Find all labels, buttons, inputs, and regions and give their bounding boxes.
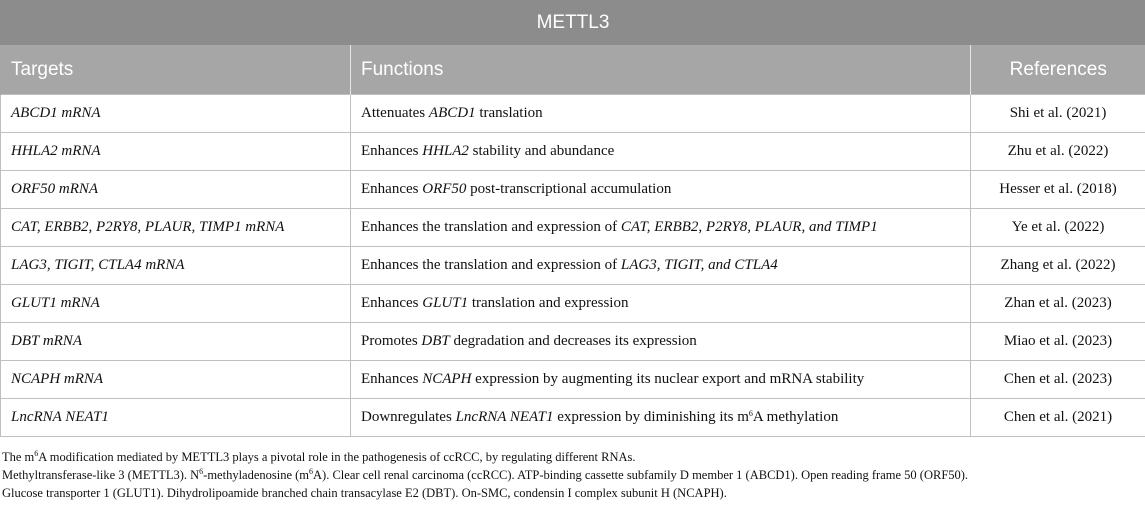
function-cell bbox=[351, 171, 971, 209]
gene-name: CAT, ERBB2, P2RY8, PLAUR, and TIMP1 bbox=[620, 219, 878, 235]
table-row bbox=[1, 285, 1145, 323]
table-row bbox=[1, 399, 1145, 437]
table-title: METTL3 bbox=[1, 1, 1145, 45]
gene-name: ABCD1 bbox=[428, 105, 476, 121]
function-cell bbox=[351, 323, 971, 361]
function-cell bbox=[351, 133, 971, 171]
target-cell: DBT mRNA bbox=[1, 323, 351, 361]
target-cell: GLUT1 mRNA bbox=[1, 285, 351, 323]
reference-cell: Zhu et al. (2022) bbox=[971, 133, 1145, 171]
table-footnotes bbox=[2, 448, 968, 502]
target-cell: LncRNA NEAT1 bbox=[1, 399, 351, 437]
table-row bbox=[1, 209, 1145, 247]
text-run: expression by diminishing its m bbox=[553, 409, 749, 425]
superscript: 6 bbox=[34, 449, 39, 458]
footnote-line bbox=[2, 448, 968, 466]
reference-cell: Chen et al. (2021) bbox=[971, 399, 1145, 437]
text-run: translation and expression bbox=[468, 295, 629, 311]
text-run: Enhances the translation and expression of bbox=[361, 219, 621, 235]
reference-cell: Zhang et al. (2022) bbox=[971, 247, 1145, 285]
gene-name: HHLA2 bbox=[422, 143, 469, 159]
column-header-targets: Targets bbox=[1, 45, 351, 95]
footnote-line bbox=[2, 484, 968, 502]
text-run: A modification mediated by METTL3 plays a pivotal role in the pathogenesis of ccRCC, by regulating different RNAs. bbox=[38, 450, 636, 464]
target-cell: HHLA2 mRNA bbox=[1, 133, 351, 171]
text-run: stability and abundance bbox=[468, 143, 615, 159]
reference-cell: Zhan et al. (2023) bbox=[971, 285, 1145, 323]
footnote-line bbox=[2, 466, 968, 484]
table-row bbox=[1, 95, 1145, 133]
function-cell bbox=[351, 95, 971, 133]
text-run: Enhances bbox=[361, 143, 423, 159]
target-cell: LAG3, TIGIT, CTLA4 mRNA bbox=[1, 247, 351, 285]
table-body bbox=[1, 95, 1145, 437]
text-run: Enhances bbox=[361, 181, 423, 197]
text-run: post-transcriptional accumulation bbox=[466, 181, 672, 197]
gene-name: ORF50 bbox=[422, 181, 467, 197]
reference-cell: Ye et al. (2022) bbox=[971, 209, 1145, 247]
text-run: A). Clear cell renal carcinoma (ccRCC). ATP-binding cassette subfamily D member 1 (ABCD1). Open reading frame 50 (ORF50). bbox=[313, 468, 969, 482]
text-run: -methyladenosine (m bbox=[203, 468, 310, 482]
function-cell bbox=[351, 361, 971, 399]
text-run: Enhances bbox=[361, 371, 423, 387]
gene-name: GLUT1 bbox=[422, 295, 469, 311]
table-row bbox=[1, 361, 1145, 399]
column-header-functions: Functions bbox=[351, 45, 971, 95]
text-run: Promotes bbox=[361, 333, 422, 349]
target-cell: NCAPH mRNA bbox=[1, 361, 351, 399]
function-cell bbox=[351, 247, 971, 285]
gene-name: NCAPH bbox=[422, 371, 472, 387]
table-row bbox=[1, 133, 1145, 171]
superscript: 6 bbox=[309, 467, 314, 476]
function-cell bbox=[351, 399, 971, 437]
table-title-row bbox=[1, 1, 1145, 45]
reference-cell: Chen et al. (2023) bbox=[971, 361, 1145, 399]
superscript: 6 bbox=[199, 467, 204, 476]
target-cell: CAT, ERBB2, P2RY8, PLAUR, TIMP1 mRNA bbox=[1, 209, 351, 247]
text-run: degradation and decreases its expression bbox=[449, 333, 697, 349]
column-header-references: References bbox=[971, 45, 1145, 95]
function-cell bbox=[351, 285, 971, 323]
table-row bbox=[1, 171, 1145, 209]
text-run: Attenuates bbox=[361, 105, 429, 121]
target-cell: ORF50 mRNA bbox=[1, 171, 351, 209]
target-cell: ABCD1 mRNA bbox=[1, 95, 351, 133]
reference-cell: Shi et al. (2021) bbox=[971, 95, 1145, 133]
gene-name: DBT bbox=[421, 333, 450, 349]
table-row bbox=[1, 323, 1145, 361]
text-run: expression by augmenting its nuclear export and mRNA stability bbox=[471, 371, 865, 387]
reference-cell: Miao et al. (2023) bbox=[971, 323, 1145, 361]
text-run: A methylation bbox=[752, 409, 839, 425]
text-run: Glucose transporter 1 (GLUT1). Dihydrolipoamide branched chain transacylase E2 (DBT). On-SMC, condensin I complex subunit H (NCAPH). bbox=[2, 486, 727, 500]
gene-name: LAG3, TIGIT, and CTLA4 bbox=[620, 257, 778, 273]
text-run: translation bbox=[475, 105, 543, 121]
text-run: Downregulates bbox=[361, 409, 456, 425]
text-run: Methyltransferase-like 3 (METTL3). N bbox=[2, 468, 200, 482]
superscript: 6 bbox=[748, 409, 753, 418]
table-row bbox=[1, 247, 1145, 285]
gene-name: LncRNA NEAT1 bbox=[455, 409, 554, 425]
text-run: Enhances the translation and expression of bbox=[361, 257, 621, 273]
function-cell bbox=[351, 209, 971, 247]
reference-cell: Hesser et al. (2018) bbox=[971, 171, 1145, 209]
text-run: Enhances bbox=[361, 295, 423, 311]
text-run: The m bbox=[2, 450, 35, 464]
table-header-row bbox=[1, 45, 1145, 95]
